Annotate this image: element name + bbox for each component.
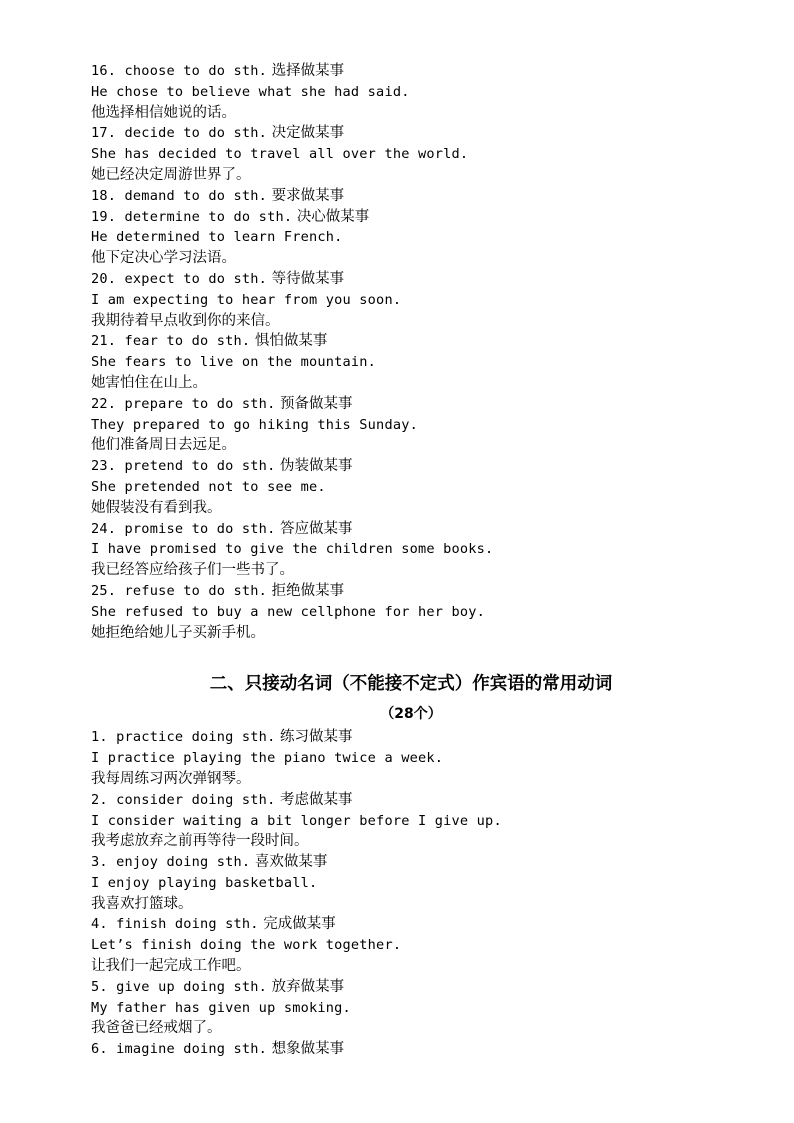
entry-heading xyxy=(91,581,731,602)
entry-heading xyxy=(91,1039,731,1060)
entry-heading xyxy=(91,727,731,748)
entry-heading xyxy=(91,186,731,207)
example-chinese: 我考虑放弃之前再等待一段时间。 xyxy=(91,833,309,850)
example-chinese: 她害怕住在山上。 xyxy=(91,374,207,391)
phrase: 5. give up doing sth. xyxy=(91,978,268,995)
entry-6 xyxy=(91,1039,731,1060)
entry-heading xyxy=(91,123,731,144)
gloss: 等待做某事 xyxy=(271,270,345,287)
entry-2 xyxy=(91,790,731,852)
example-chinese: 我喜欢打篮球。 xyxy=(91,895,193,912)
entry-heading xyxy=(91,790,731,811)
gloss: 放弃做某事 xyxy=(271,978,345,995)
entry-3 xyxy=(91,852,731,914)
entry-5 xyxy=(91,977,731,1039)
example-english: They prepared to go hiking this Sunday. xyxy=(91,416,418,433)
entry-heading xyxy=(91,914,731,935)
example-english: My father has given up smoking. xyxy=(91,999,351,1016)
example-english: She pretended not to see me. xyxy=(91,478,326,495)
gloss: 要求做某事 xyxy=(271,187,345,204)
section-heading: 二、只接动名词（不能接不定式）作宾语的常用动词 xyxy=(209,674,613,695)
phrase: 1. practice doing sth. xyxy=(91,729,276,746)
gloss: 完成做某事 xyxy=(263,916,336,933)
entry-21 xyxy=(91,331,731,393)
gloss: 喜欢做某事 xyxy=(254,854,328,871)
example-english: I have promised to give the children some books. xyxy=(91,541,494,558)
example-english: Let’s finish doing the work together. xyxy=(91,937,402,954)
entry-heading xyxy=(91,519,731,540)
entry-20 xyxy=(91,269,731,331)
phrase: 3. enjoy doing sth. xyxy=(91,854,251,871)
entry-24 xyxy=(91,519,731,581)
phrase: 19. determine to do sth. xyxy=(91,208,293,225)
section-spacer xyxy=(91,643,731,667)
entry-17 xyxy=(91,123,731,185)
gloss: 惧怕做某事 xyxy=(254,333,328,350)
entry-1 xyxy=(91,727,731,789)
entry-heading xyxy=(91,456,731,477)
gloss: 练习做某事 xyxy=(280,729,353,746)
gloss: 决心做某事 xyxy=(296,208,370,225)
example-english: She has decided to travel all over the world. xyxy=(91,146,469,163)
phrase: 25. refuse to do sth. xyxy=(91,582,268,599)
phrase: 20. expect to do sth. xyxy=(91,270,268,287)
phrase: 17. decide to do sth. xyxy=(91,125,268,142)
example-chinese: 让我们一起完成工作吧。 xyxy=(91,958,251,975)
gloss: 拒绝做某事 xyxy=(271,582,345,599)
example-english: She refused to buy a new cellphone for her boy. xyxy=(91,603,486,620)
example-english: She fears to live on the mountain. xyxy=(91,354,377,371)
entry-heading xyxy=(91,331,731,352)
phrase: 4. finish doing sth. xyxy=(91,916,259,933)
example-english: He chose to believe what she had said. xyxy=(91,83,410,100)
gloss: 考虑做某事 xyxy=(280,791,353,808)
phrase: 21. fear to do sth. xyxy=(91,333,251,350)
entry-25 xyxy=(91,581,731,643)
entry-22 xyxy=(91,394,731,456)
example-chinese: 她假装没有看到我。 xyxy=(91,499,222,516)
example-english: I consider waiting a bit longer before I give up. xyxy=(91,812,502,829)
entry-heading xyxy=(91,61,731,82)
gloss: 伪装做某事 xyxy=(280,458,353,475)
entry-heading xyxy=(91,852,731,873)
example-chinese: 我爸爸已经戒烟了。 xyxy=(91,1020,222,1037)
example-chinese: 我期待着早点收到你的来信。 xyxy=(91,312,280,329)
gloss: 决定做某事 xyxy=(271,125,345,142)
example-chinese: 他选择相信她说的话。 xyxy=(91,104,236,121)
entry-heading xyxy=(91,394,731,415)
entry-heading xyxy=(91,977,731,998)
example-english: I enjoy playing basketball. xyxy=(91,874,318,891)
entry-18 xyxy=(91,186,731,207)
example-chinese: 他们准备周日去远足。 xyxy=(91,437,236,454)
document-body xyxy=(91,61,731,1060)
gloss: 想象做某事 xyxy=(271,1041,345,1058)
phrase: 23. pretend to do sth. xyxy=(91,458,276,475)
gloss: 预备做某事 xyxy=(280,395,353,412)
entry-19 xyxy=(91,207,731,269)
phrase: 22. prepare to do sth. xyxy=(91,395,276,412)
gloss: 选择做某事 xyxy=(271,63,345,79)
section-count: （28个） xyxy=(380,706,442,723)
example-chinese: 我已经答应给孩子们一些书了。 xyxy=(91,562,294,579)
example-chinese: 我每周练习两次弹钢琴。 xyxy=(91,770,251,787)
phrase: 6. imagine doing sth. xyxy=(91,1041,268,1058)
phrase: 24. promise to do sth. xyxy=(91,520,276,537)
example-english: I practice playing the piano twice a week. xyxy=(91,750,444,767)
example-chinese: 他下定决心学习法语。 xyxy=(91,250,236,267)
entry-4 xyxy=(91,914,731,976)
example-chinese: 她已经决定周游世界了。 xyxy=(91,166,251,183)
phrase: 16. choose to do sth. xyxy=(91,63,268,79)
entry-heading xyxy=(91,269,731,290)
phrase: 18. demand to do sth. xyxy=(91,187,268,204)
entry-16 xyxy=(91,61,731,123)
entry-23 xyxy=(91,456,731,518)
example-english: He determined to learn French. xyxy=(91,229,343,246)
gloss: 答应做某事 xyxy=(280,520,353,537)
example-chinese: 她拒绝给她儿子买新手机。 xyxy=(91,624,265,641)
example-english: I am expecting to hear from you soon. xyxy=(91,291,402,308)
phrase: 2. consider doing sth. xyxy=(91,791,276,808)
entry-heading xyxy=(91,207,731,228)
